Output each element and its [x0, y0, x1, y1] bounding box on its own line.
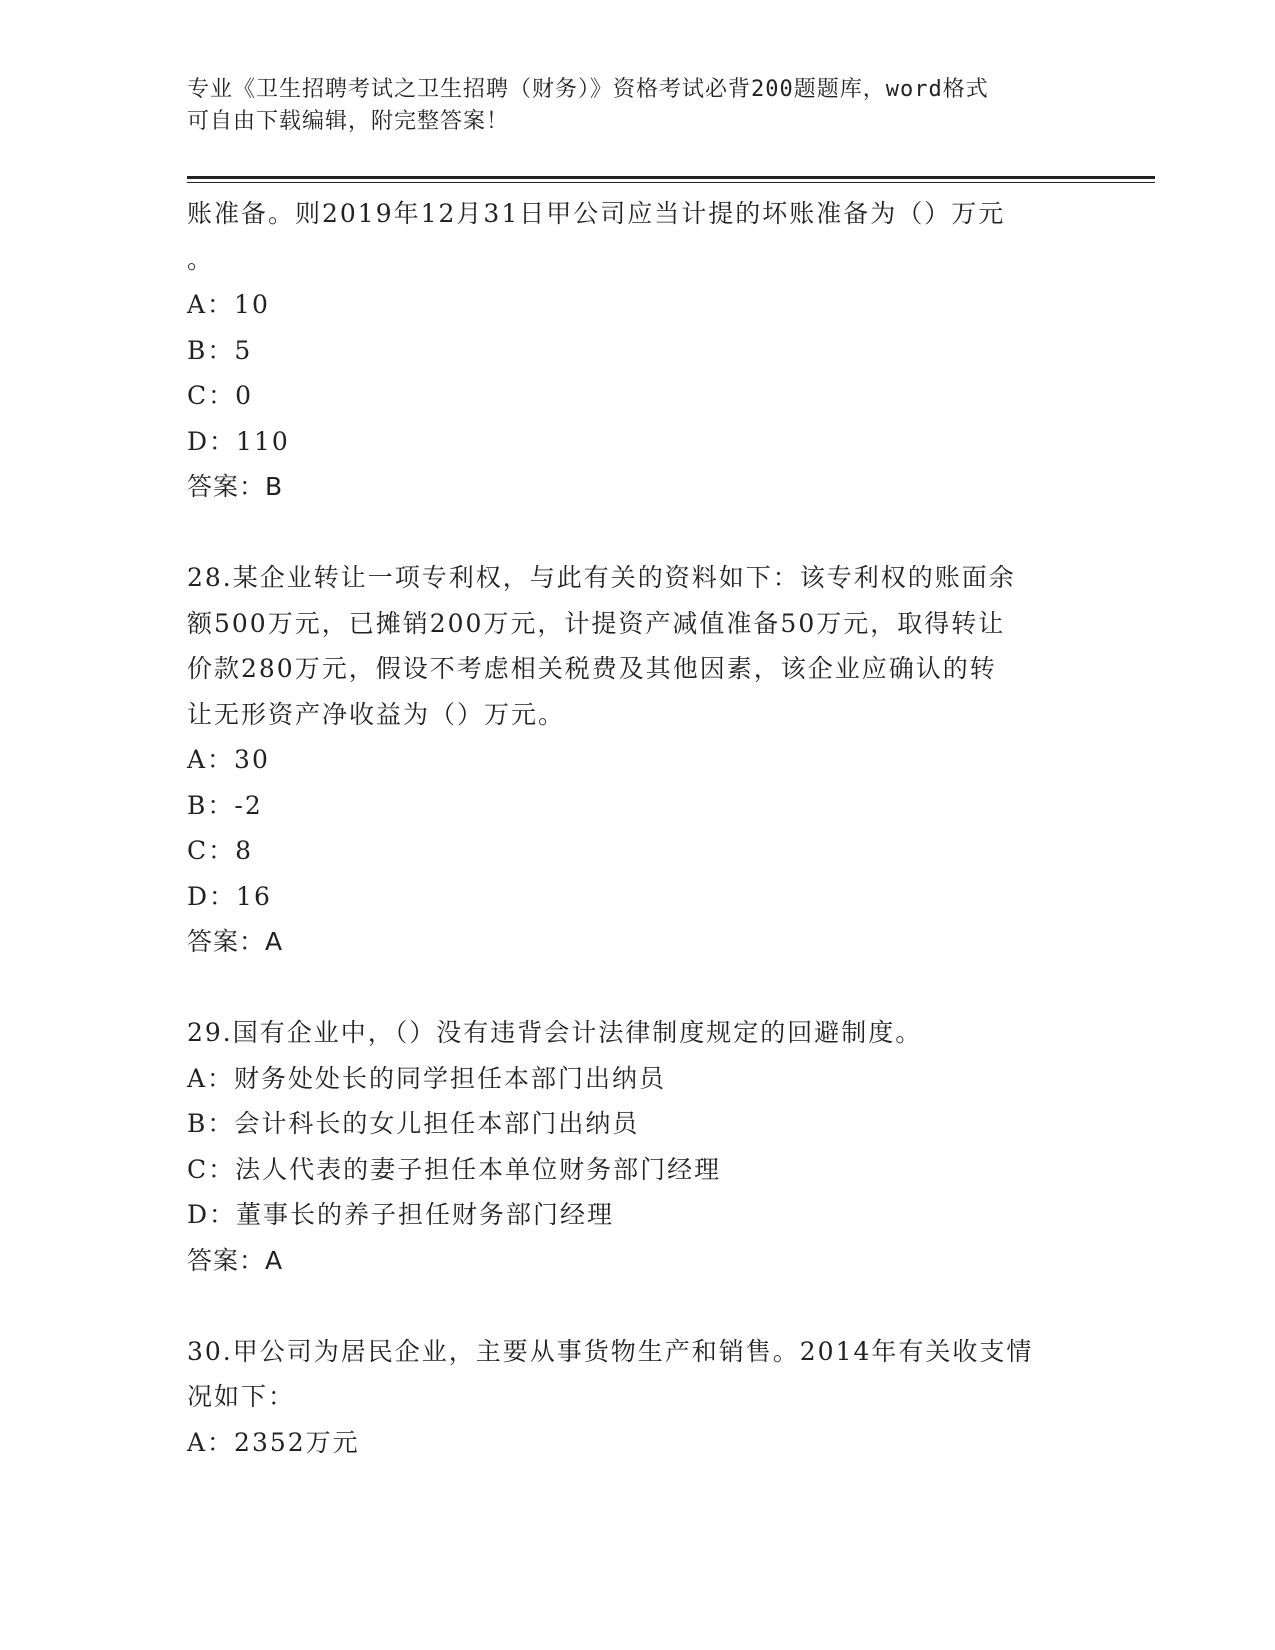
- option-d: D：110: [187, 426, 290, 456]
- option-d: D：董事长的养子担任财务部门经理: [187, 1200, 615, 1229]
- question-stem-line: 28.某企业转让一项专利权，与此有关的资料如下：该专利权的账面余: [187, 563, 1016, 592]
- question-stem-line: 况如下：: [187, 1382, 296, 1411]
- spacer: [187, 1283, 1087, 1329]
- option-b: B：-2: [187, 790, 263, 820]
- option-d: D：16: [187, 881, 272, 911]
- option-c: C：0: [187, 381, 254, 410]
- question-28: [187, 555, 1087, 965]
- answer: 答案：A: [187, 927, 284, 956]
- option-c: C：8: [187, 836, 254, 865]
- question-stem-line: 30.甲公司为居民企业，主要从事货物生产和销售。2014年有关收支情: [187, 1336, 1034, 1366]
- option-b: B：会计科长的女儿担任本部门出纳员: [187, 1109, 640, 1138]
- header-line-1: 专业《卫生招聘考试之卫生招聘（财务）》资格考试必背200题题库，word格式: [187, 77, 989, 102]
- question-stem-line: 额500万元，已摊销200万元，计提资产减值准备50万元，取得转让: [187, 608, 1006, 638]
- question-27-continued: [187, 191, 1087, 510]
- option-a: A：财务处处长的同学担任本部门出纳员: [187, 1063, 667, 1093]
- option-a: A：10: [187, 290, 270, 319]
- header-rule-thin: [187, 182, 1155, 183]
- question-stem-line: 29.国有企业中，（）没有违背会计法律制度规定的回避制度。: [187, 1018, 923, 1047]
- document-header: [187, 74, 1087, 138]
- question-stem-line: 。: [187, 244, 215, 274]
- option-b: B：5: [187, 335, 253, 365]
- header-line-2: 可自由下载编辑，附完整答案！: [187, 109, 510, 134]
- spacer: [187, 510, 1087, 556]
- question-stem-line: 让无形资产净收益为（）万元。: [187, 699, 566, 729]
- answer: 答案：A: [187, 1245, 284, 1275]
- question-stem-line: 价款280万元，假设不考虑相关税费及其他因素，该企业应确认的转: [187, 654, 997, 683]
- header-rule-thick: [187, 176, 1155, 179]
- question-stem-line: 账准备。则2019年12月31日甲公司应当计提的坏账准备为（）万元: [187, 199, 1006, 228]
- spacer: [187, 965, 1087, 1011]
- option-a: A：2352万元: [187, 1427, 360, 1457]
- answer: 答案：B: [187, 472, 284, 501]
- option-a: A：30: [187, 745, 270, 774]
- question-list: [187, 191, 1087, 1465]
- question-29: [187, 1010, 1087, 1283]
- question-30: [187, 1329, 1087, 1466]
- option-c: C：法人代表的妻子担任本单位财务部门经理: [187, 1154, 722, 1184]
